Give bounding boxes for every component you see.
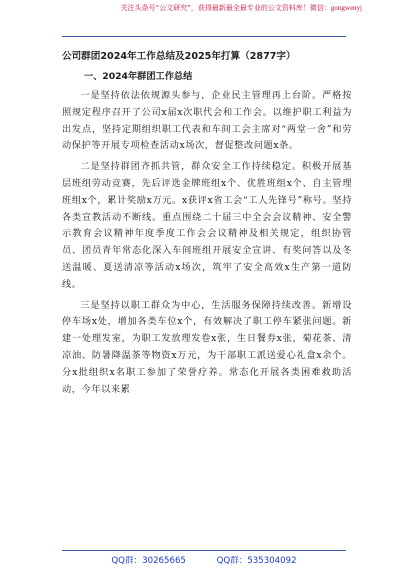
header-divider bbox=[62, 36, 346, 37]
footer-divider bbox=[62, 550, 346, 551]
banner-wechat-id: gongwenyj bbox=[330, 4, 362, 12]
footer-qq-group-1: QQ群：30265665 bbox=[111, 556, 186, 566]
paragraph-3: 三是坚持以职工群众为中心，生活服务保障持续改善。新增设停车场x处，增加各类车位x个，有效解决了职工停车紧张问题。新建一处理发室，为职工发放理发卷x张，生日餐券x张，菊花茶、清凉油、防暑降温茶等物资x万元，为干部职工派送爱心礼盒x余个。分x批组织x名职工参加了荣誉疗养。常态化开展各类困难救助活动，今年以来累 bbox=[62, 299, 352, 395]
paragraph-2: 二是坚持群团齐抓共管，群众安全工作持续稳定。积极开展基层班组劳动竞赛，先后评选金牌班组x个、优胜班组x个、自主管理班组x个，累计奖励x万元。x获评x省工会“工人先锋号”称号。坚持各类宣教活动不断线。重点围绕二十届三中全会会议精神、安全警示教育会议精神年度季度工作会会议精神及相关规定，组织协管员、团员青年常态化深入车间班组开展安全宣讲、有奖问答以及冬送温暖、夏送清凉等活动x场次，筑牢了安全高效x生产第一道防线。 bbox=[62, 161, 352, 290]
footer-qq-group-2: QQ群：535304092 bbox=[216, 556, 297, 566]
footer bbox=[0, 555, 408, 567]
top-banner bbox=[121, 4, 362, 13]
section-heading: 一、2024年群团工作总结 bbox=[84, 71, 193, 82]
document-title: 公司群团2024年工作总结及2025年打算（2877字） bbox=[62, 51, 296, 62]
document-body bbox=[62, 50, 352, 398]
banner-text: 关注头条号“公文研究”，获得最新最全最专业的公文资料库！微信： bbox=[120, 4, 331, 12]
paragraph-1: 一是坚持依法依规源头参与，企业民主管理再上台阶。严格按照规定程序召开了公司x届x次职代会和工作会。以维护职工利益为出发点，坚持定期组织职工代表和车间工会主席对“两堂一舍”和劳动保护等开展专项检查活动x场次，督促整改问题x条。 bbox=[62, 90, 352, 152]
